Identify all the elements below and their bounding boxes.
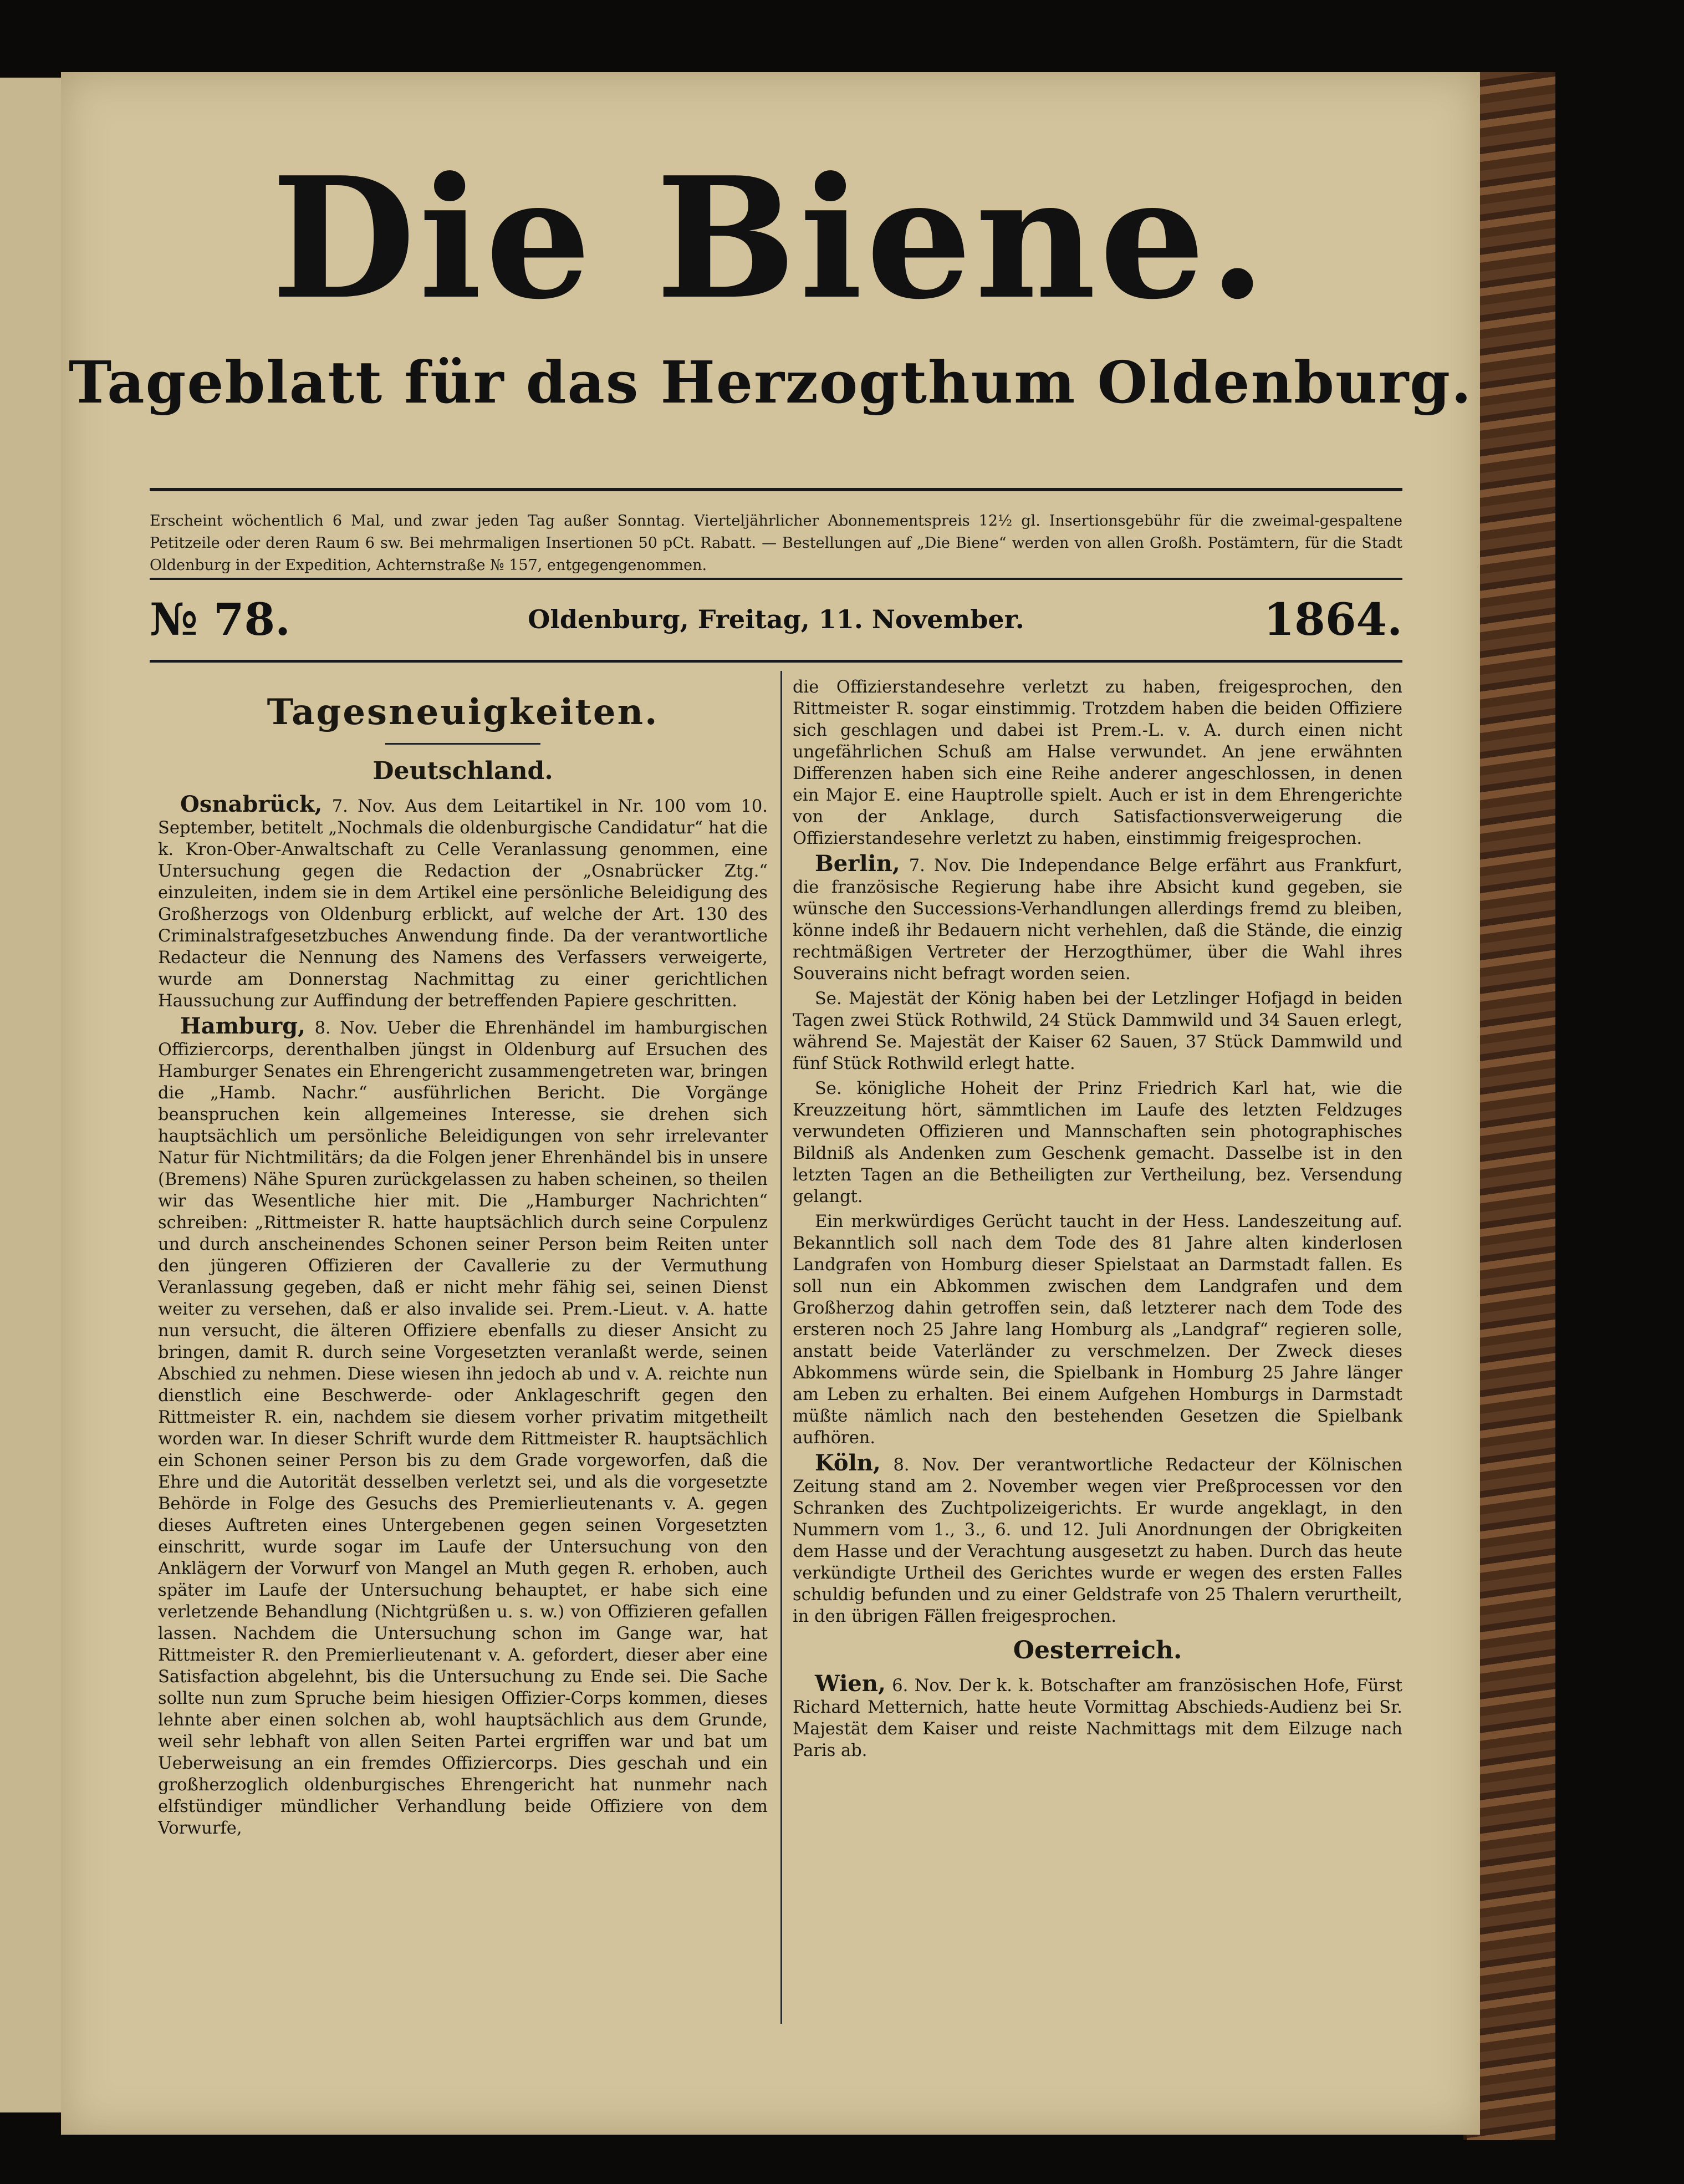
article-koeln: [793, 1452, 1402, 1627]
year: 1864.: [1263, 593, 1402, 645]
article-berlin-hunt: Se. Majestät der König haben bei der Letzlinger Hofjagd in beiden Tagen zwei Stück Rothwild, 24 Stück Dammwild und 34 Sauen erlegt, während Se. Majestät der Kaiser 62 Sauen, 37 Stück Dammwild und fünf Stück Rothwild erlegt hatte.: [793, 989, 1402, 1073]
article-hamburg: [158, 1015, 768, 1839]
article-berlin-prince: Se. königliche Hoheit der Prinz Friedrich Karl hat, wie die Kreuzzeitung hört, sämmtlichen im Laufe des letzten Feldzuges verwundeten Offizieren und Mannschaften sein photographisches Bildniß als Andenken zum Geschenk gemacht. Dasselbe ist in den letzten Tagen an die Betheiligten zur Vertheilung, bez. Versendung gelangt.: [793, 1079, 1402, 1206]
article-body: 7. Nov. Aus dem Leitartikel in Nr. 100 vom 10. September, betitelt „Nochmals die oldenburgische Candidatur“ hat die k. Kron-Ober-Anwaltschaft zu Celle Veranlassung genommen, eine Untersuchung gegen die Redaction der „Osnabrücker Ztg.“ einzuleiten, indem sie in dem Artikel eine persönliche Beleidigung des Großherzogs von Oldenburg erblickt, auf welche der Art. 130 des Criminalstrafgesetzbuches Anwendung finde. Da der verantwortliche Redacteur die Nennung des Namens des Verfassers verweigerte, wurde am Donnerstag Nachmittag zu einer gerichtlichen Haussuchung zur Auffindung der betreffenden Papiere geschritten.: [158, 797, 768, 1011]
article-body: 7. Nov. Die Independance Belge erfährt aus Frankfurt, die französische Regierung habe ihre Absicht kund gegeben, sie wünsche den Successions-Verhandlungen allerdings fremd zu bleiben, könne indeß ihr Bedauern nicht verhehlen, daß die Stände, die einzig rechtmäßigen Vertreter der Herzogthümer, über die Wahl ihres Souverains nicht befragt worden seien.: [793, 856, 1402, 984]
section-title: Tagesneuigkeiten.: [267, 691, 659, 733]
column-divider: [780, 671, 782, 2024]
issue-number: № 78.: [150, 593, 290, 645]
article-dateline: Osnabrück,: [180, 791, 323, 817]
rule-mid: [150, 578, 1402, 580]
subscription-info: Erscheint wöchentlich 6 Mal, und zwar jeden Tag außer Sonntag. Vierteljährlicher Abonnementspreis 12½ gl. Insertionsgebühr für die zweimal-gespaltene Petitzeile oder deren Raum 6 sw. Bei mehrmaligen Insertionen 50 pCt. Rabatt. — Bestellungen auf „Die Biene“ werden von allen Großh. Postämtern, für die Stadt Oldenburg in der Expedition, Achternstraße № 157, entgegengenommen.: [150, 512, 1402, 574]
article-berlin-homburg: Ein merkwürdiges Gerücht taucht in der Hess. Landeszeitung auf. Bekanntlich soll nach dem Tode des 81 Jahre alten kinderlosen Landgrafen von Homburg dieser Spielstaat an Darmstadt fallen. Es soll nun ein Abkommen zwischen dem Landgrafen und dem Großherzog dahin getroffen sein, daß letzterer nach dem Tode des ersteren noch 25 Jahre lang Homburg als „Landgraf“ regieren solle, anstatt beide Vaterländer zu verschmelzen. Der Zweck dieses Abkommens würde sein, die Spielbank in Homburg 25 Jahre länger am Leben zu erhalten. Bei einem Aufgehen Homburgs in Darmstadt müßte nämlich nach den bestehenden Gesetzen die Spielbank aufhören.: [793, 1212, 1402, 1448]
title-underline: [385, 743, 540, 745]
article-body: 8. Nov. Ueber die Ehrenhändel im hamburgischen Offiziercorps, derenthalben jüngst in Oldenburg auf Ersuchen des Hamburger Senates ein Ehrengericht zusammengetreten war, bringen die „Hamb. Nachr.“ ausführlichen Bericht. Die Vorgänge beanspruchen kein allgemeines Interesse, sie drehen sich hauptsächlich um persönliche Beleidigungen von sehr irrelevanter Natur für Nichtmilitärs; da die Folgen jener Ehrenhändel bis in unsere (Bremens) Nähe Spuren zurückgelassen zu haben scheinen, so theilen wir das Wesentliche hier mit. Die „Hamburger Nachrichten“ schreiben: „Rittmeister R. hatte hauptsächlich durch seine Corpulenz und durch anscheinendes Schonen seiner Person beim Reiten unter den jüngeren Offizieren der Cavallerie zu der Vermuthung Veranlassung gegeben, daß er nicht mehr fähig sei, seinen Dienst weiter zu versehen, daß er also invalide sei. Prem.-Lieut. v. A. hatte nun versucht, die älteren Offiziere ebenfalls zu dieser Ansicht zu bringen, damit R. durch seine Vorgesetzten veranlaßt werde, seinen Abschied zu nehmen. Diese wiesen ihn jedoch ab und v. A. reichte nun dienstlich eine Beschwerde- oder Anklageschrift gegen den Rittmeister R. ein, nachdem sie diesem vorher privatim mitgetheilt worden war. In dieser Schrift wurde dem Rittmeister R. hauptsächlich ein Schonen seiner Person bis zu dem Grade vorgeworfen, daß die Ehre und die Autorität desselben verletzt sei, und als die vorgesetzte Behörde in Folge des Gesuchs des Premierlieutenants v. A. gegen dieses Auftreten eines Untergebenen gegen seinen Vorgesetzten einschritt, wurde sogar im Laufe der Untersuchung von den Anklägern der Vorwurf von Mangel an Muth gegen R. erhoben, auch später im Laufe der Untersuchung behauptet, er habe sich eine verletzende Behandlung (Nichtgrüßen u. s. w.) von Offizieren gefallen lassen. Nachdem die Untersuchung schon im Gange war, hat Rittmeister R. den Premierlieutenant v. A. gefordert, dieser aber eine Satisfaction abgelehnt, bis die Untersuchung zu Ende sei. Die Sache sollte nun zum Spruche beim hiesigen Offizier-Corps kommen, dieses lehnte aber einen solchen ab, wohl hauptsächlich aus dem Grunde, weil sehr lebhaft von allen Seiten Partei ergriffen war und bat um Ueberweisung an ein fremdes Offiziercorps. Dies geschah und ein großherzoglich oldenburgisches Ehrengericht hat nunmehr nach elfstündiger mündlicher Verhandlung beide Offiziere von dem Vorwurfe,: [158, 1019, 768, 1838]
article-body: 6. Nov. Der k. k. Botschafter am französischen Hofe, Fürst Richard Metternich, hatte heute Vormittag Abschieds-Audienz bei Sr. Majestät dem Kaiser und reiste Nachmittags mit dem Eilzuge nach Paris ab.: [793, 1676, 1402, 1760]
article-dateline: Hamburg,: [180, 1013, 306, 1039]
article-dateline: Berlin,: [815, 851, 900, 877]
article-berlin: [793, 853, 1402, 985]
masthead-title: Die Biene.: [271, 140, 1270, 336]
rule-bottom: [150, 660, 1402, 663]
newspaper-page: [61, 72, 1480, 2135]
rule-top: [150, 488, 1402, 491]
article-osnabrueck: [158, 793, 768, 1012]
column-left: [158, 676, 768, 1842]
article-wien: [793, 1673, 1402, 1762]
section-germany: Deutschland.: [372, 757, 553, 785]
article-body: 8. Nov. Der verantwortliche Redacteur der Kölnischen Zeitung stand am 2. November wegen vier Preßprocessen vor den Schranken des Zuchtpolizeigerichts. Er wurde angeklagt, in den Nummern vom 1., 3., 6. und 12. Juli Anordnungen der Obrigkeiten dem Hasse und der Verachtung ausgesetzt zu haben. Durch das heute verkündigte Urtheil des Gerichtes wurde er wegen des ersten Falles schuldig befunden und zu einer Geldstrafe von 25 Thalern verurtheilt, in den übrigen Fällen freigesprochen.: [793, 1455, 1402, 1626]
facing-page-edge: [0, 78, 63, 2112]
section-austria: Oesterreich.: [1013, 1636, 1182, 1664]
column-right: [793, 676, 1402, 1765]
place-date: Oldenburg, Freitag, 11. November.: [528, 604, 1024, 634]
article-hamburg-continued: die Offizierstandesehre verletzt zu haben, freigesprochen, den Rittmeister R. sogar einstimmig. Trotzdem haben die beiden Offiziere sich geschlagen und dabei ist Prem.-L. v. A. durch einen nicht ungefährlichen Schuß am Halse verwundet. An jene erwähnten Differenzen haben sich eine Reihe anderer angeschlossen, in denen ein Major E. eine Hauptrolle spielt. Auch er ist in dem Ehrengerichte von der Anklage, durch Satisfactionsverweigerung die Offizierstandesehre verletzt zu haben, einstimmig freigesprochen.: [793, 678, 1402, 848]
article-dateline: Köln,: [815, 1450, 881, 1476]
dateline: [150, 593, 1402, 649]
article-dateline: Wien,: [815, 1671, 886, 1697]
masthead-subtitle: Tageblatt für das Herzogthum Oldenburg.: [68, 348, 1473, 416]
